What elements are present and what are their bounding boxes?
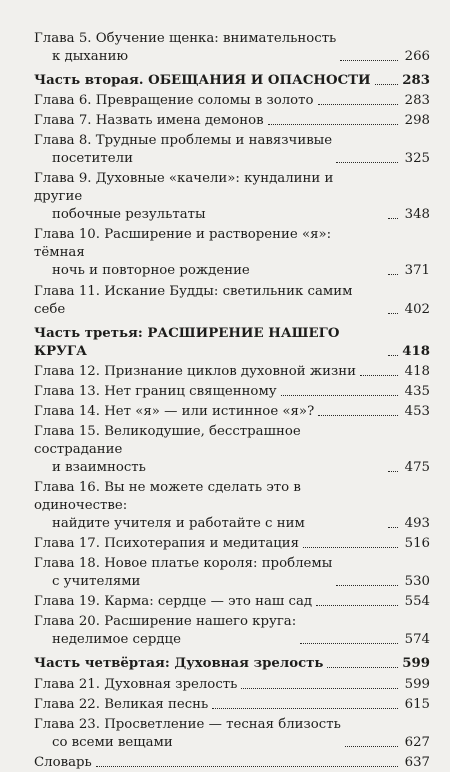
entry-title: ОБЕЩАНИЯ И ОПАСНОСТИ — [148, 73, 371, 88]
page-number: 418 — [402, 343, 430, 359]
part-heading — [34, 72, 430, 90]
dot-leader — [327, 667, 398, 668]
dot-leader — [241, 688, 398, 689]
chapter-entry — [34, 283, 430, 319]
chapter-entry — [34, 403, 430, 421]
entry-title-continuation: неделимое сердце — [52, 632, 181, 648]
chapter-label: Глава 10. — [34, 227, 100, 243]
chapter-label: Глава 9. — [34, 171, 92, 187]
page-number: 402 — [404, 301, 430, 317]
dot-leader — [388, 471, 398, 472]
chapter-entry — [34, 676, 430, 694]
entry-text — [34, 92, 314, 110]
chapter-entry — [34, 363, 430, 381]
entry-title: Расширение нашего круга: — [104, 614, 297, 630]
chapter-label: Глава 7. — [34, 113, 92, 129]
chapter-label: Глава 8. — [34, 133, 92, 149]
chapter-entry — [34, 555, 430, 591]
chapter-entry — [34, 716, 430, 752]
chapter-label: Глава 15. — [34, 423, 100, 439]
entry-text — [34, 72, 371, 90]
dot-leader — [388, 313, 398, 314]
chapter-entry — [34, 170, 430, 224]
chapter-entry — [34, 226, 430, 280]
dot-leader — [281, 395, 398, 396]
entry-text — [34, 535, 299, 553]
entry-title: Обучение щенка: внимательность — [95, 31, 337, 46]
dot-leader — [318, 104, 398, 105]
entry-text — [34, 555, 332, 591]
dot-leader — [388, 355, 398, 356]
page-number: 371 — [404, 263, 430, 279]
entry-title: Карма: сердце — это наш сад — [104, 594, 313, 610]
entry-title-continuation: и взаимность — [52, 459, 146, 475]
page-number: 574 — [404, 632, 430, 648]
entry-text — [34, 479, 384, 533]
entry-title: Духовная зрелость — [174, 656, 324, 672]
entry-title: РАСШИРЕНИЕ НАШЕГО КРУГА — [34, 325, 340, 359]
page-number: 637 — [404, 754, 430, 770]
dot-leader — [388, 274, 398, 275]
glossary-entry — [34, 754, 430, 772]
entry-text — [34, 30, 336, 66]
entry-title: Великодушие, бесстрашное сострадание — [34, 423, 301, 457]
entry-title: Вы не можете сделать это в одиночестве: — [34, 480, 301, 514]
chapter-label: Глава 18. — [34, 556, 100, 572]
page-number: 554 — [404, 594, 430, 610]
dot-leader — [336, 585, 398, 586]
page-number: 599 — [402, 656, 430, 672]
page-number: 418 — [404, 363, 430, 379]
entry-text — [34, 403, 314, 421]
entry-title: Нет «я» — или истинное «я»? — [104, 403, 315, 419]
entry-text — [34, 655, 323, 673]
chapter-entry — [34, 593, 430, 611]
dot-leader — [212, 708, 398, 709]
entry-text — [34, 283, 384, 319]
dot-leader — [388, 527, 398, 528]
dot-leader — [360, 375, 398, 376]
entry-title: Превращение соломы в золото — [95, 93, 314, 109]
entry-title-continuation: найдите учителя и работайте с ним — [52, 516, 305, 532]
entry-title-continuation: со всеми вещами — [52, 734, 173, 750]
chapter-entry — [34, 535, 430, 553]
entry-text — [34, 383, 277, 401]
page-number: 348 — [404, 207, 430, 223]
dot-leader — [300, 643, 398, 644]
page-number: 435 — [404, 383, 430, 399]
page-number: 516 — [404, 536, 430, 552]
dot-leader — [318, 415, 398, 416]
entry-title: Нет границ священному — [104, 383, 277, 399]
dot-leader — [336, 162, 398, 163]
part-heading — [34, 325, 430, 361]
page-number: 283 — [402, 73, 430, 88]
part-label: Часть четвёртая: — [34, 656, 170, 672]
entry-text — [34, 325, 384, 361]
chapter-entry — [34, 613, 430, 649]
page-number: 325 — [404, 151, 430, 167]
entry-text — [34, 696, 208, 714]
dot-leader — [345, 746, 398, 747]
dot-leader — [268, 124, 398, 125]
page-number: 599 — [404, 676, 430, 692]
entry-title-continuation: ночь и повторное рождение — [52, 263, 250, 279]
chapter-label: Глава 6. — [34, 93, 92, 109]
chapter-entry — [34, 92, 430, 110]
chapter-entry — [34, 696, 430, 714]
dot-leader — [375, 84, 398, 85]
chapter-entry — [34, 383, 430, 401]
page-number: 475 — [404, 459, 430, 475]
part-label: Часть третья: — [34, 325, 143, 341]
entry-title: Признание циклов духовной жизни — [104, 363, 356, 379]
page-number: 453 — [404, 403, 430, 419]
page-number: 266 — [404, 49, 430, 64]
chapter-label: Глава 16. — [34, 480, 100, 496]
chapter-label: Глава 17. — [34, 536, 100, 552]
entry-text — [34, 754, 92, 772]
entry-text — [34, 170, 384, 224]
entry-title: Трудные проблемы и навязчивые — [95, 133, 333, 149]
chapter-label: Глава 14. — [34, 403, 100, 419]
chapter-label: Глава 5. — [34, 31, 92, 46]
entry-title: Психотерапия и медитация — [104, 536, 300, 552]
entry-title: Великая песнь — [104, 696, 209, 712]
chapter-entry — [34, 423, 430, 477]
entry-text — [34, 226, 384, 280]
part-label: Часть вторая. — [34, 73, 144, 88]
entry-title-continuation: с учителями — [52, 574, 141, 590]
entry-title: Словарь — [34, 754, 92, 770]
dot-leader — [340, 60, 398, 61]
chapter-entry — [34, 479, 430, 533]
entry-title: Духовные «качели»: кундалини и другие — [34, 171, 334, 205]
chapter-entry — [34, 132, 430, 168]
entry-text — [34, 132, 332, 168]
dot-leader — [96, 766, 398, 767]
chapter-entry — [34, 112, 430, 130]
chapter-label: Глава 22. — [34, 696, 100, 712]
entry-title-continuation: к дыханию — [52, 49, 129, 64]
part-heading — [34, 655, 430, 673]
chapter-label: Глава 21. — [34, 676, 100, 692]
entry-title-continuation: побочные результаты — [52, 207, 206, 223]
entry-text — [34, 593, 312, 611]
dot-leader — [388, 218, 398, 219]
entry-title: Новое платье короля: проблемы — [104, 556, 333, 572]
chapter-label: Глава 13. — [34, 383, 100, 399]
dot-leader — [303, 547, 398, 548]
page-number: 298 — [404, 113, 430, 129]
table-of-contents — [34, 30, 430, 772]
chapter-label: Глава 19. — [34, 594, 100, 610]
entry-title: Назвать имена демонов — [95, 113, 264, 129]
entry-title: Просветление — тесная близость — [104, 716, 341, 732]
entry-title: Искание Будды: светильник самим себе — [34, 283, 353, 317]
chapter-label: Глава 20. — [34, 614, 100, 630]
entry-text — [34, 716, 341, 752]
entry-title: Духовная зрелость — [104, 676, 238, 692]
entry-title: Расширение и растворение «я»: тёмная — [34, 227, 332, 261]
page-number: 627 — [404, 734, 430, 750]
chapter-label: Глава 11. — [34, 283, 100, 299]
entry-text — [34, 363, 356, 381]
entry-text — [34, 676, 237, 694]
entry-text — [34, 423, 384, 477]
page-number: 615 — [404, 696, 430, 712]
dot-leader — [316, 605, 398, 606]
entry-text — [34, 112, 264, 130]
page-number: 530 — [404, 574, 430, 590]
entry-title-continuation: посетители — [52, 151, 133, 167]
chapter-label: Глава 12. — [34, 363, 100, 379]
chapter-entry — [34, 30, 430, 66]
chapter-label: Глава 23. — [34, 716, 100, 732]
page-number: 283 — [404, 93, 430, 109]
entry-text — [34, 613, 296, 649]
page-number: 493 — [404, 516, 430, 532]
